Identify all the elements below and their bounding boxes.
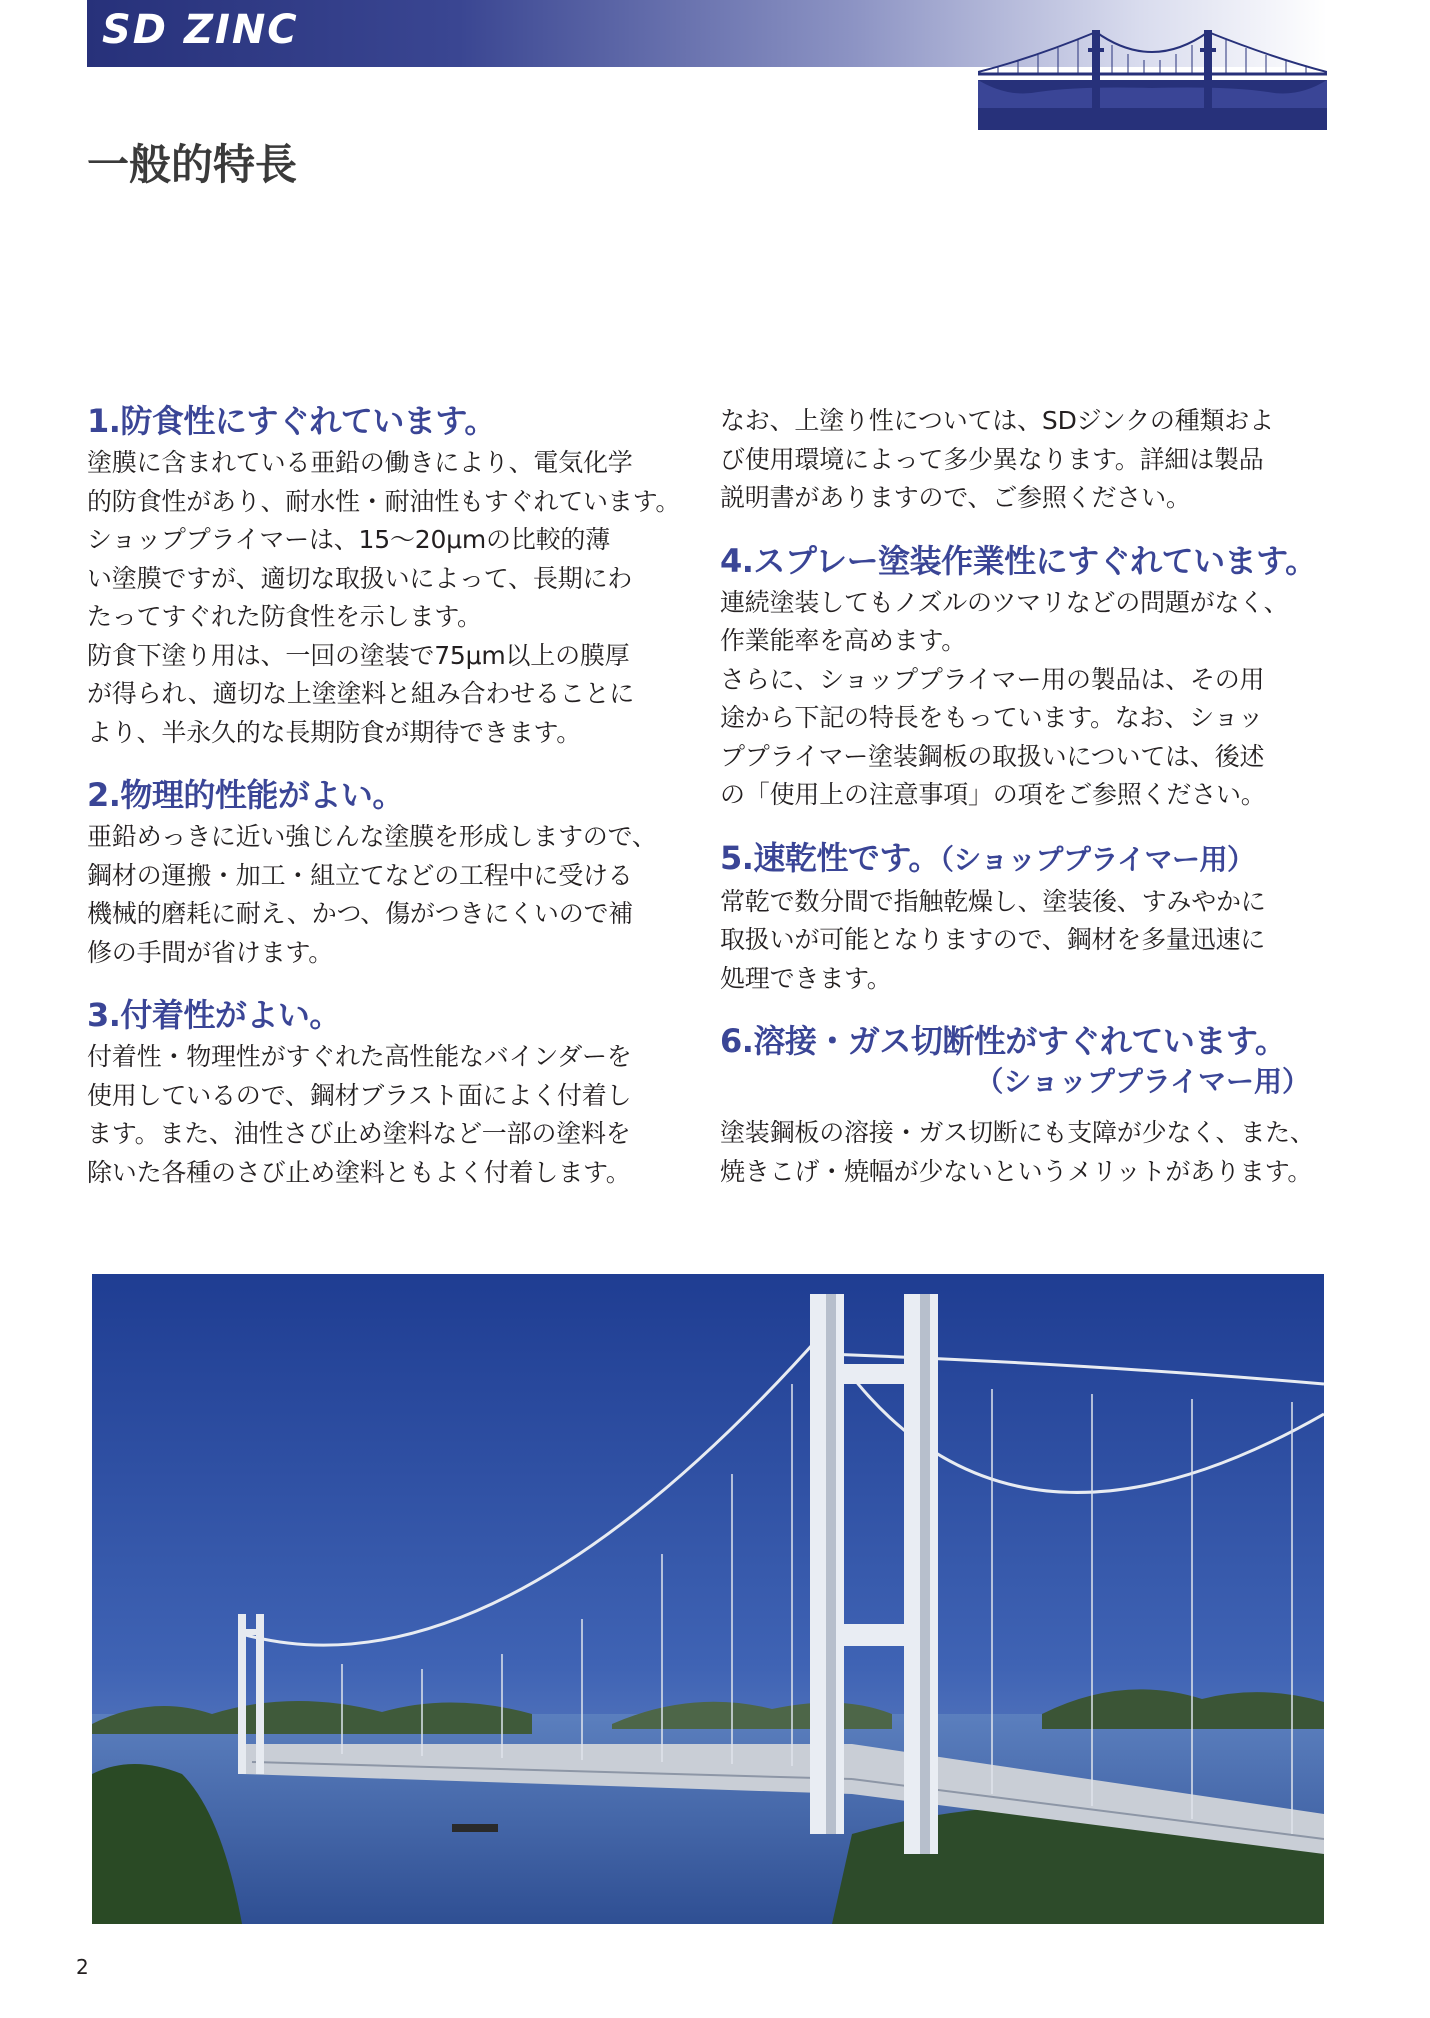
feature-section-5 <box>720 835 1340 999</box>
body-line: 機械的磨耗に耐え、かつ、傷がつきにくいので補 <box>87 899 634 928</box>
feature-heading-sub: （ショッププライマー用） <box>939 842 1255 876</box>
feature-heading-main: 5.速乾性です。 <box>720 838 940 877</box>
body-line: 修の手間が省けます。 <box>87 937 334 967</box>
body-line: 的防食性があり、耐水性・耐油性もすぐれています。 <box>87 486 681 516</box>
suspension-bridge-icon <box>978 28 1327 130</box>
body-line: い塗膜ですが、適切な取扱いによって、長期にわ <box>87 563 633 593</box>
body-line: 使用しているので、鋼材ブラスト面によく付着し <box>87 1080 632 1110</box>
body-line: 塗装鋼板の溶接・ガス切断にも支障が少なく、また、 <box>720 1118 1315 1147</box>
body-line: 取扱いが可能となりますので、鋼材を多量迅速に <box>720 925 1266 954</box>
right-column <box>720 402 1340 1191</box>
body-line: 処理できます。 <box>720 963 892 993</box>
body-line: 途から下記の特長をもっています。なお、ショッ <box>720 703 1264 732</box>
body-line: が得られ、適切な上塗塗料と組み合わせることに <box>87 679 635 708</box>
body-line: 焼きこげ・焼幅が少ないというメリットがあります。 <box>720 1156 1313 1186</box>
page-number: 2 <box>76 1955 89 1979</box>
feature-heading: 3.付着性がよい。 <box>87 996 341 1034</box>
body-line: の「使用上の注意事項」の項をご参照ください。 <box>720 780 1266 809</box>
feature-section-3 <box>87 992 687 1192</box>
body-line: 亜鉛めっきに近い強じんな塗膜を形成しますので、 <box>87 822 657 851</box>
feature-heading: 2.物理的性能がよい。 <box>87 776 404 814</box>
body-line: 連続塗装してもノズルのツマリなどの問題がなく、 <box>720 587 1289 617</box>
left-column <box>87 398 687 1192</box>
page-title: 一般的特長 <box>87 140 298 189</box>
body-line: なお、上塗り性については、SDジンクの種類およ <box>720 406 1274 435</box>
feature-heading: 1.防食性にすぐれています。 <box>87 402 496 440</box>
feature-section-1 <box>87 398 687 752</box>
body-line: より、半永久的な長期防食が期待できます。 <box>87 717 582 747</box>
body-line: 作業能率を高めます。 <box>720 626 967 655</box>
body-line: 防食下塗り用は、一回の塗装で75μm以上の膜厚 <box>87 640 630 670</box>
body-line: 除いた各種のさび止め塗料ともよく付着します。 <box>87 1157 631 1187</box>
feature-heading: 6.溶接・ガス切断性がすぐれています。 <box>720 1022 1287 1060</box>
feature-heading: 4.スプレー塗装作業性にすぐれています。 <box>720 541 1317 580</box>
body-line: び使用環境によって多少異なります。詳細は製品 <box>720 444 1264 474</box>
feature-section-2 <box>87 772 687 972</box>
body-line: 付着性・物理性がすぐれた高性能なバインダーを <box>87 1042 632 1071</box>
feature-heading <box>720 835 1340 883</box>
feature-section-4 <box>720 538 1340 815</box>
body-line: 常乾で数分間で指触乾燥し、塗装後、すみやかに <box>720 886 1266 916</box>
body-line: 塗膜に含まれている亜鉛の働きにより、電気化学 <box>87 448 633 477</box>
feature-section-6 <box>720 1018 1340 1191</box>
body-line: ます。また、油性さび止め塗料など一部の塗料を <box>87 1119 631 1148</box>
body-line: たってすぐれた防食性を示します。 <box>87 602 482 631</box>
body-line: ショッププライマーは、15～20μmの比較的薄 <box>87 525 611 554</box>
body-line: 説明書がありますので、ご参照ください。 <box>720 483 1191 512</box>
suspension-bridge-photo <box>92 1274 1324 1924</box>
feature-heading-sub: （ショッププライマー用） <box>975 1065 1310 1098</box>
body-line: さらに、ショッププライマー用の製品は、その用 <box>720 664 1265 694</box>
intro-note <box>720 402 1340 518</box>
body-line: ププライマー塗装鋼板の取扱いについては、後述 <box>720 741 1265 771</box>
brand-title: SD ZINC <box>102 7 299 53</box>
body-line: 鋼材の運搬・加工・組立てなどの工程中に受ける <box>87 860 633 890</box>
